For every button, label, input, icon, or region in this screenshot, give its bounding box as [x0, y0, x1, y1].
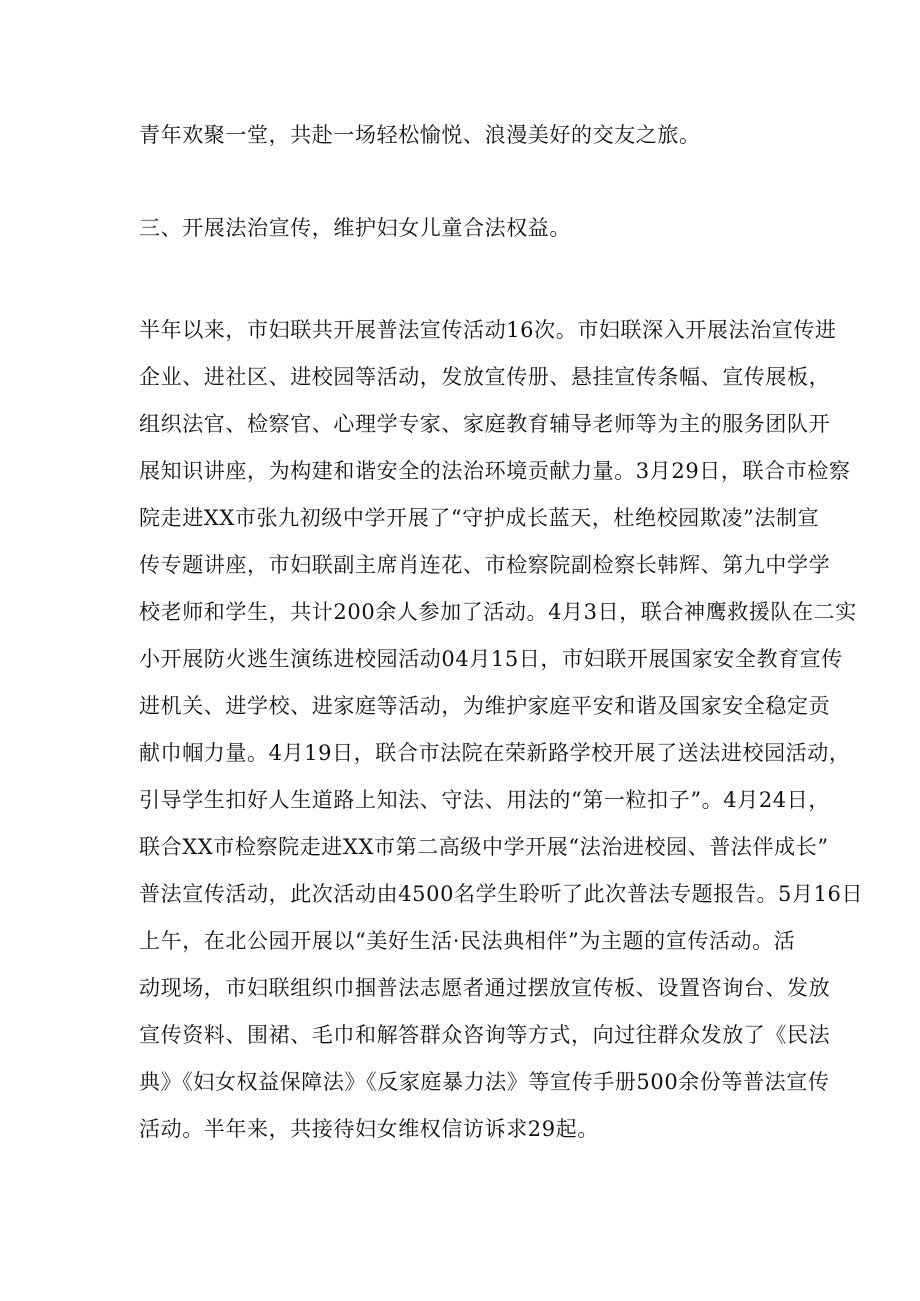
paragraph-line: 引导学生扣好人生道路上知法、守法、用法的“第一粒扣子”。4月24日， — [139, 788, 830, 812]
paragraph-line: 进机关、进学校、进家庭等活动，为维护家庭平安和谐及国家安全稳定贡 — [139, 694, 831, 718]
paragraph-line: 小开展防火逃生演练进校园活动04月15日，市妇联开展国家安全教育宣传 — [139, 647, 843, 671]
paragraph-line: 上午，在北公园开展以“美好生活·民法典相伴”为主题的宣传活动。活 — [139, 929, 796, 953]
paragraph-line: 宣传资料、围裙、毛巾和解答群众咨询等方式，向过往群众发放了《民法 — [139, 1023, 831, 1047]
paragraph-line: 展知识讲座，为构建和谐安全的法治环境贡献力量。3月29日，联合市检察 — [139, 459, 851, 483]
paragraph-line: 普法宣传活动，此次活动由4500名学生聆听了此次普法专题报告。5月16日 — [139, 882, 864, 906]
paragraph-line: 企业、进社区、进校园等活动，发放宣传册、悬挂宣传条幅、宣传展板， — [139, 365, 831, 389]
paragraph-line: 半年以来，市妇联共开展普法宣传活动16次。市妇联深入开展法治宣传进 — [139, 318, 837, 342]
paragraph-line: 活动。半年来，共接待妇女维权信访诉求29起。 — [139, 1117, 599, 1141]
paragraph-line: 校老师和学生，共计200余人参加了活动。4月3日，联合神鹰救援队在二实 — [139, 600, 857, 624]
paragraph-line: 组织法官、检察官、心理学专家、家庭教育辅导老师等为主的服务团队开 — [139, 412, 831, 436]
paragraph-line: 献巾帼力量。4月19日，联合市法院在荣新路学校开展了送法进校园活动， — [139, 741, 851, 765]
paragraph-line: 院走进XX市张九初级中学开展了“守护成长蓝天，杜绝校园欺凌”法制宣 — [139, 506, 820, 530]
section-heading: 三、开展法治宣传，维护妇女儿童合法权益。 — [139, 216, 571, 240]
paragraph-line: 传专题讲座，市妇联副主席肖连花、市检察院副检察长韩辉、第九中学学 — [139, 553, 831, 577]
paragraph-line: 典》《妇女权益保障法》《反家庭暴力法》等宣传手册500余份等普法宣传 — [139, 1070, 830, 1094]
paragraph-line: 联合XX市检察院走进XX市第二高级中学开展“法治进校园、普法伴成长” — [139, 835, 829, 859]
paragraph-line: 动现场，市妇联组织巾掴普法志愿者通过摆放宣传板、设置咨询台、发放 — [139, 976, 831, 1000]
intro-line: 青年欢聚一堂，共赴一场轻松愉悦、浪漫美好的交友之旅。 — [139, 123, 701, 147]
